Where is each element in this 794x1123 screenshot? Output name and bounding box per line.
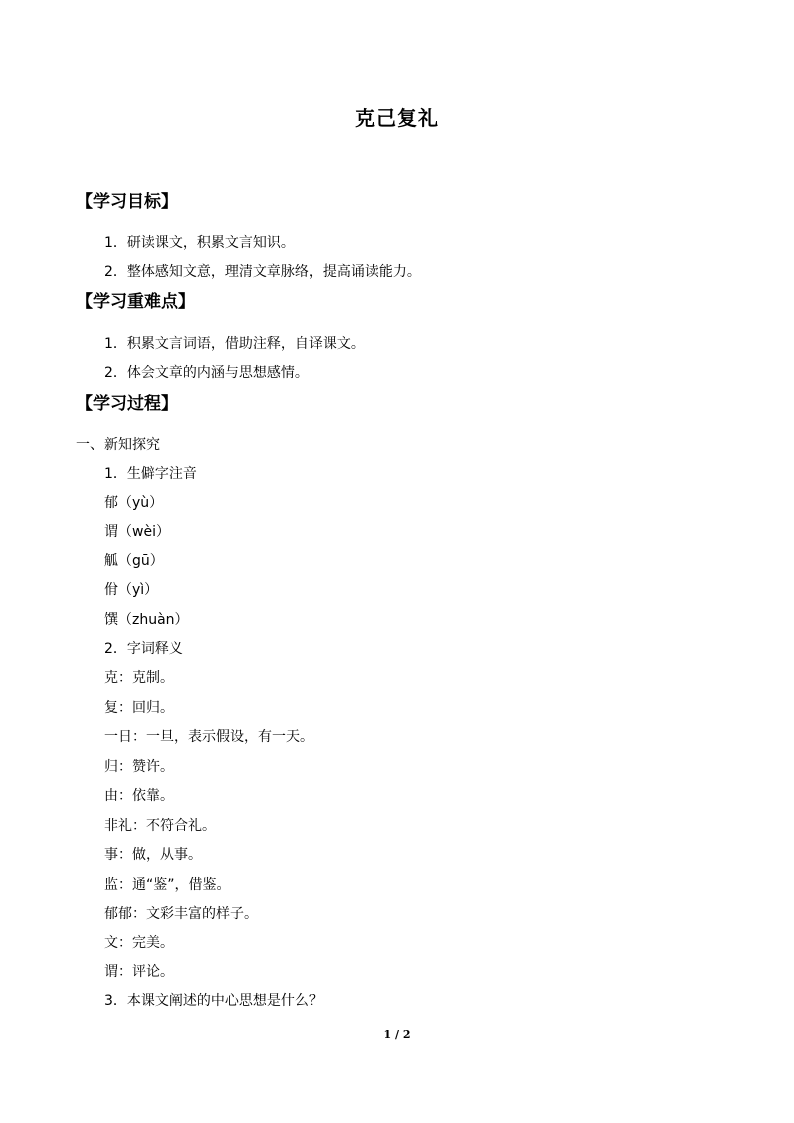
key-points-heading: 【学习重难点】 (76, 292, 195, 312)
definition-item: 监：通“鉴”，借鉴。 (104, 877, 231, 893)
process-heading: 【学习过程】 (76, 394, 178, 414)
definition-item: 事：做，从事。 (104, 847, 202, 863)
objective-item: 2．整体感知文意，理清文章脉络，提高诵读能力。 (104, 264, 421, 280)
objective-item: 1．研读课文，积累文言知识。 (104, 235, 295, 251)
document-title: 克己复礼 (355, 106, 439, 130)
definition-item: 归：赞许。 (104, 759, 174, 775)
definition-item: 克：克制。 (104, 670, 174, 686)
question-heading: 1．生僻字注音 (104, 466, 197, 482)
part-title: 一、新知探究 (76, 437, 160, 453)
pronunciation-item: 谓（wèi） (104, 524, 170, 540)
definition-item: 郁郁：文彩丰富的样子。 (104, 906, 258, 922)
objectives-heading: 【学习目标】 (76, 192, 178, 212)
key-point-item: 2．体会文章的内涵与思想感情。 (104, 365, 309, 381)
definition-item: 一日：一旦，表示假设，有一天。 (104, 729, 314, 745)
pronunciation-item: 佾（yì） (104, 582, 159, 598)
question-heading: 3．本课文阐述的中心思想是什么？ (104, 993, 323, 1009)
page-number: 1 / 2 (383, 1028, 411, 1041)
definition-item: 由：依靠。 (104, 788, 174, 804)
pronunciation-item: 觚（gū） (104, 553, 164, 569)
key-point-item: 1．积累文言词语，借助注释，自译课文。 (104, 336, 365, 352)
definition-item: 非礼：不符合礼。 (104, 818, 216, 834)
pronunciation-item: 馔（zhuàn） (104, 612, 189, 628)
pronunciation-item: 郁（yù） (104, 495, 164, 511)
question-heading: 2．字词释义 (104, 641, 183, 657)
definition-item: 文：完美。 (104, 935, 174, 951)
definition-item: 复：回归。 (104, 700, 174, 716)
definition-item: 谓：评论。 (104, 964, 174, 980)
